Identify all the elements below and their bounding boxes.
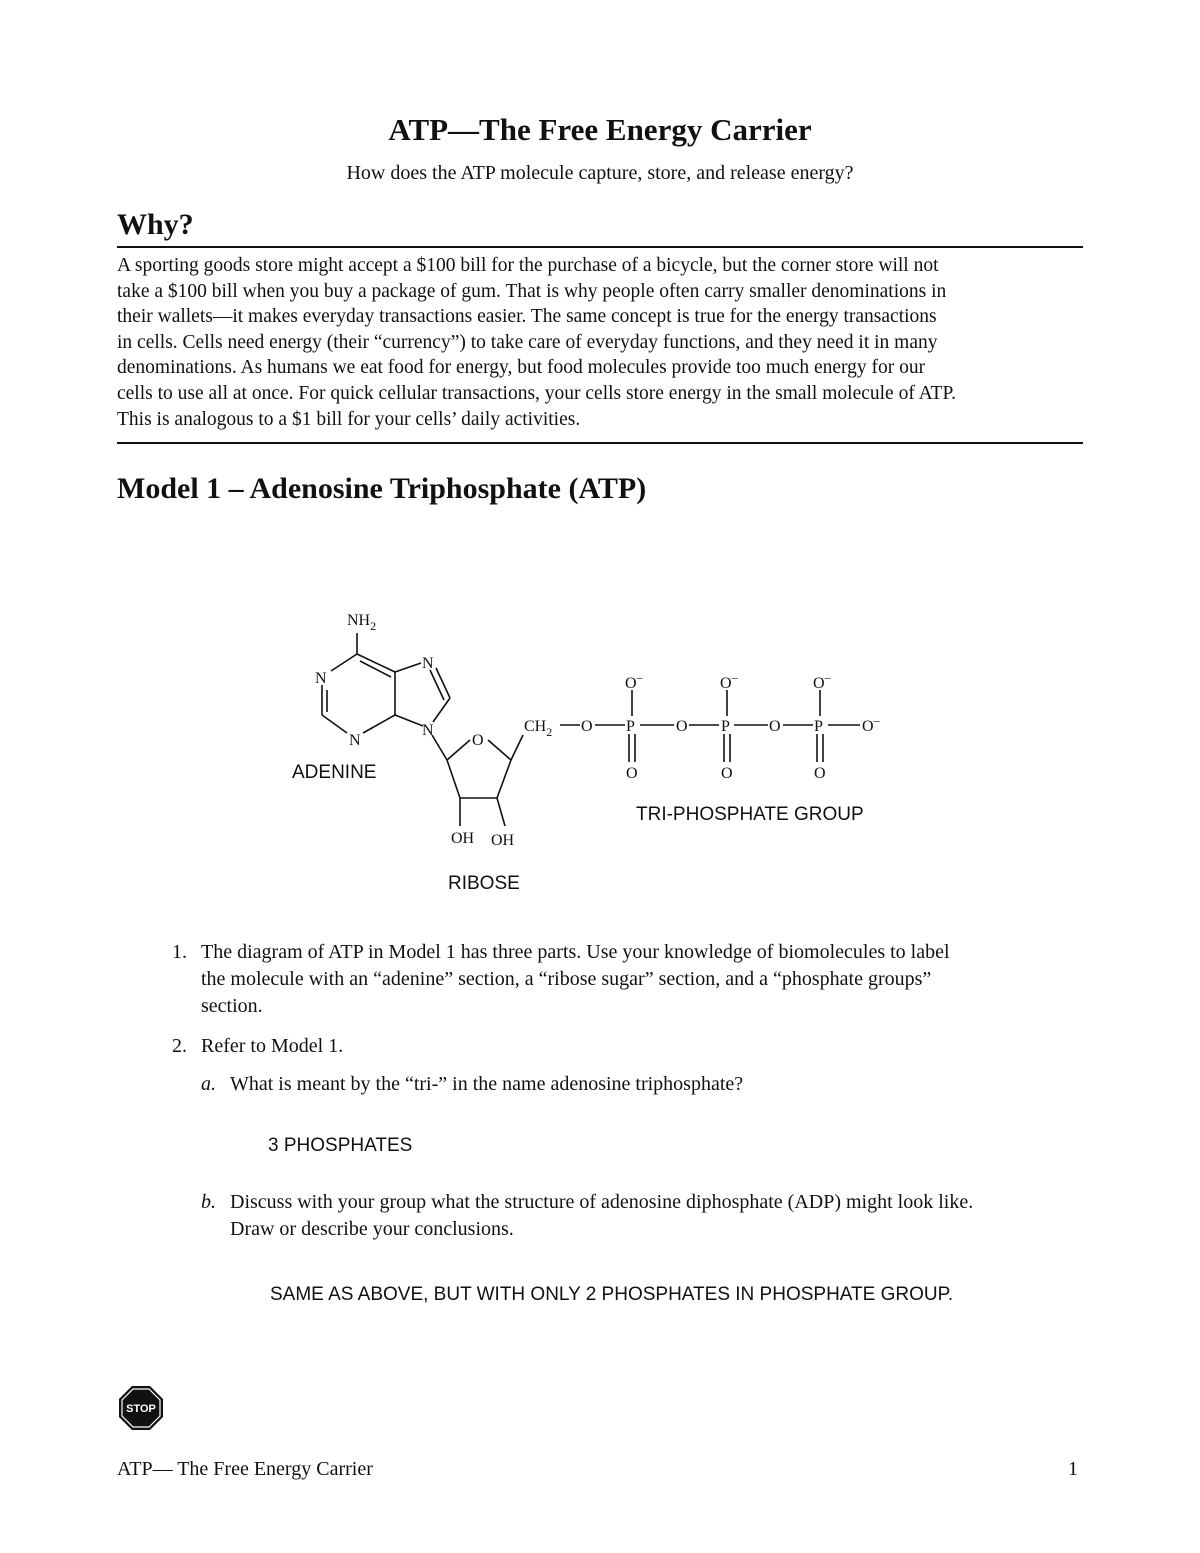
atom-ring-oxygen: O [472,732,484,749]
question-text [201,1033,343,1060]
question-line: the molecule with an “adenine” section, a “ribose sugar” section, and a “phosphate groups” [201,968,932,990]
why-line: denominations. As humans we eat food for energy, but food molecules provide too much energy for our [117,357,926,379]
subquestion-text [230,1189,973,1243]
atom-oxygen-minus: O– [625,670,643,692]
atom-oxygen-minus: O– [720,670,738,692]
why-line: in cells. Cells need energy (their “currency”) to take care of everyday functions, and they need it in many [117,331,938,353]
subquestion-text [230,1071,743,1098]
question-line: section. [201,995,263,1017]
page-number: 1 [1068,1458,1078,1480]
atom-n3: N [349,732,361,749]
label-triphosphate-group: TRI-PHOSPHATE GROUP [636,804,864,825]
why-heading: Why? [117,208,194,241]
atom-terminal-oxygen-minus: O– [862,713,880,735]
why-top-rule [117,246,1083,248]
why-line: take a $100 bill when you buy a package of gum. That is why people often carry smaller denominations in [117,280,947,302]
atom-phosphorus: P [721,718,730,735]
question-text [201,939,950,1020]
atom-hydroxyl: OH [451,830,475,847]
atom-bridge-oxygen: O [676,718,688,735]
atom-n7: N [422,655,434,672]
atom-phosphorus: P [814,718,823,735]
question-1 [172,939,1092,1023]
atom-nh2: $NH_2$ [347,612,377,633]
atom-bridge-oxygen: O [581,718,593,735]
atom-phosphorus: P [626,718,635,735]
why-line: A sporting goods store might accept a $100 bill for the purchase of a bicycle, but the corner store will not [117,255,939,276]
atom-double-bond-oxygen: O [814,765,826,782]
answer-2a: 3 PHOSPHATES [268,1135,413,1156]
question-line: The diagram of ATP in Model 1 has three parts. Use your knowledge of biomolecules to label [201,941,950,963]
why-paragraph [117,253,1083,432]
why-line: This is analogous to a $1 bill for your cells’ daily activities. [117,408,581,430]
label-adenine: ADENINE [292,762,377,783]
question-2b [201,1189,1091,1245]
question-line: Refer to Model 1. [201,1035,344,1057]
atom-double-bond-oxygen: O [721,765,733,782]
why-line: cells to use all at once. For quick cellular transactions, your cells store energy in the small molecule of ATP. [117,382,957,404]
subquestion-letter: b. [201,1191,216,1213]
atp-structure-diagram [0,590,1200,900]
stop-sign-icon [118,1385,164,1431]
answer-2b: SAME AS ABOVE, BUT WITH ONLY 2 PHOSPHATES IN PHOSPHATE GROUP. [270,1284,954,1305]
page-title: ATP—The Free Energy Carrier [388,112,812,147]
atom-oxygen-minus: O– [813,670,831,692]
question-number: 2. [172,1035,187,1057]
page-subtitle: How does the ATP molecule capture, store, and release energy? [346,162,854,184]
atom-double-bond-oxygen: O [626,765,638,782]
atom-n1: N [315,670,327,687]
model-heading: Model 1 – Adenosine Triphosphate (ATP) [117,472,647,505]
question-line: Draw or describe your conclusions. [230,1218,514,1240]
atom-ch2: $CH_2$ [524,718,553,739]
why-bottom-rule [117,442,1083,444]
question-2 [172,1033,1092,1063]
atom-n9: N [422,722,434,739]
why-line: their wallets—it makes everyday transactions easier. The same concept is true for the energy transactions [117,306,937,328]
stop-sign-label: STOP [126,1403,156,1415]
footer-title: ATP— The Free Energy Carrier [117,1458,373,1480]
question-2a [201,1071,1091,1101]
subquestion-letter: a. [201,1073,216,1095]
question-number: 1. [172,941,187,963]
label-ribose: RIBOSE [448,873,520,894]
atom-bridge-oxygen: O [769,718,781,735]
atom-hydroxyl: OH [491,832,515,849]
question-line: What is meant by the “tri-” in the name adenosine triphosphate? [230,1073,744,1095]
question-line: Discuss with your group what the structure of adenosine diphosphate (ADP) might look like. [230,1191,974,1213]
